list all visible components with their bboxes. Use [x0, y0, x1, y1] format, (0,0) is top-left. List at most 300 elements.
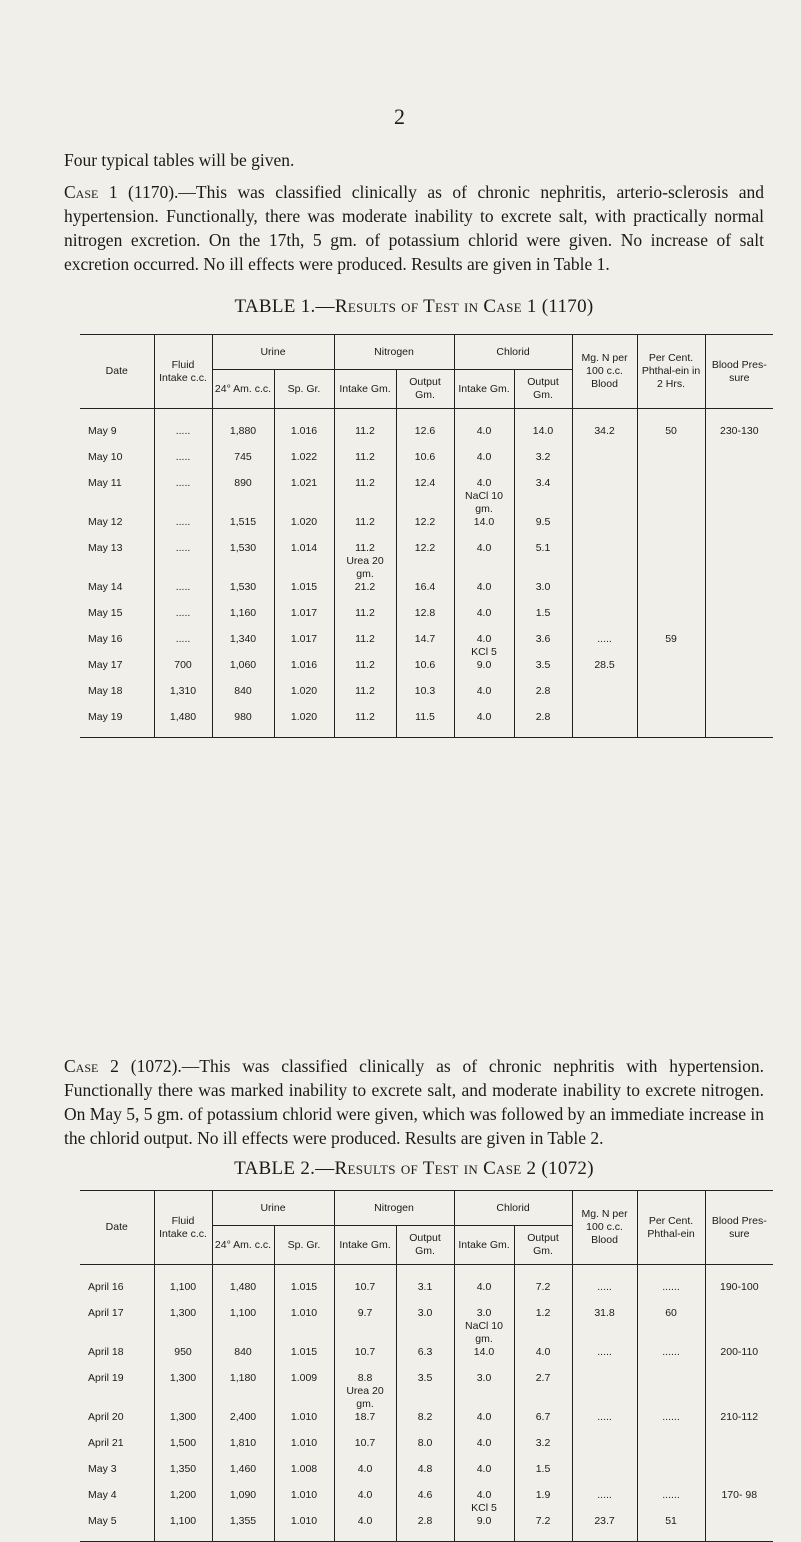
fluid-cell	[154, 1281, 212, 1307]
date-cell	[80, 581, 154, 607]
phthalein-cell	[637, 1437, 705, 1463]
cell-value: 1,300	[169, 1372, 197, 1384]
cell-value: 4.0	[476, 451, 492, 463]
cell-value: 4.0	[476, 1489, 492, 1501]
fluid-cell	[154, 1489, 212, 1515]
table-row	[80, 1489, 773, 1515]
date-cell	[80, 1489, 154, 1515]
phthalein-cell	[637, 1463, 705, 1489]
spacer-cell	[212, 1265, 274, 1282]
header-cl-intake: Intake Gm.	[454, 370, 514, 409]
cell-value: 3.0	[476, 1307, 492, 1319]
bp-cell	[705, 1281, 773, 1307]
cell-value: 2,400	[229, 1411, 257, 1423]
cell-value: 11.2	[355, 659, 375, 671]
n-intake-cell	[334, 451, 396, 477]
cell-value: 1.010	[290, 1515, 318, 1527]
mgn-cell	[572, 1346, 637, 1372]
cl-output-cell	[514, 1411, 572, 1437]
cell-value: ......	[662, 1489, 680, 1501]
cell-value: April 18	[88, 1346, 124, 1358]
header-n-output: Output Gm.	[396, 370, 454, 409]
header-urine-am: 24° Am. c.c.	[212, 370, 274, 409]
cell-value: 9.0	[476, 659, 492, 671]
cell-value: 1.020	[290, 516, 318, 528]
cell-value: ......	[662, 1411, 680, 1423]
cl-output-cell	[514, 425, 572, 451]
mgn-cell	[572, 542, 637, 581]
date-cell	[80, 659, 154, 685]
phthalein-cell	[637, 711, 705, 738]
date-cell	[80, 1281, 154, 1307]
table-row	[80, 607, 773, 633]
fluid-cell	[154, 1411, 212, 1437]
sp-gr-cell	[274, 542, 334, 581]
cell-value: 3.5	[535, 659, 551, 671]
cell-value: .....	[597, 1281, 612, 1293]
bp-cell	[705, 581, 773, 607]
cell-value: 1.010	[290, 1489, 318, 1501]
cell-value: .....	[175, 607, 191, 619]
date-cell	[80, 633, 154, 659]
n-output-cell	[396, 581, 454, 607]
urine-cell	[212, 425, 274, 451]
fluid-cell	[154, 1307, 212, 1346]
cell-value: 4.0	[476, 581, 492, 593]
bp-cell	[705, 659, 773, 685]
cl-intake-cell	[454, 477, 514, 516]
cell-value: May 4	[88, 1489, 117, 1501]
cell-value: 12.4	[414, 477, 436, 489]
cell-value: 14.7	[414, 633, 436, 645]
cell-value: May 13	[88, 542, 123, 554]
sp-gr-cell	[274, 477, 334, 516]
cell-value: April 20	[88, 1411, 124, 1423]
phthalein-cell	[637, 607, 705, 633]
cell-value: 1.010	[290, 1411, 318, 1423]
cl-output-cell	[514, 1307, 572, 1346]
cell-value: 1.021	[290, 477, 318, 489]
cell-value: 4.0	[535, 1346, 551, 1358]
case2-label: Case 2	[64, 1056, 119, 1076]
spacer-cell	[454, 1265, 514, 1282]
fluid-cell	[154, 1346, 212, 1372]
cell-value: 59	[665, 633, 677, 645]
n-intake-cell	[334, 477, 396, 516]
cell-value: 10.7	[354, 1281, 376, 1293]
mgn-cell	[572, 633, 637, 659]
date-cell	[80, 1411, 154, 1437]
sp-gr-cell	[274, 1307, 334, 1346]
cell-value: 18.7	[354, 1411, 376, 1423]
cell-value: 1,355	[229, 1515, 257, 1527]
phthalein-cell	[637, 581, 705, 607]
bp-cell	[705, 633, 773, 659]
fluid-cell	[154, 516, 212, 542]
cell-value: 12.2	[414, 542, 436, 554]
case2-text: (1072).—This was classified clinically as of chronic nephritis with hypertension. Functionally there was marked inability to excrete salt, and moderate inability to excrete nitrogen. On May 5, 5 gm. of potassium chlorid were given, which was followed by an immediate increase in the chlorid output. No ill effects were produced. Results are given in Table 2.	[64, 1056, 765, 1148]
mgn-cell	[572, 685, 637, 711]
cl-output-cell	[514, 477, 572, 516]
cell-value: 1,810	[229, 1437, 257, 1449]
cl-intake-cell	[454, 685, 514, 711]
cell-value: 1,300	[169, 1411, 197, 1423]
bp-cell	[705, 711, 773, 738]
cl-intake-cell	[454, 607, 514, 633]
cl-output-cell	[514, 1372, 572, 1411]
urine-cell	[212, 659, 274, 685]
cell-value: 4.0	[476, 1411, 492, 1423]
table-row	[80, 1515, 773, 1542]
phthalein-cell	[637, 1411, 705, 1437]
phthalein-cell	[637, 542, 705, 581]
n-intake-cell	[334, 542, 396, 581]
sp-gr-cell	[274, 1372, 334, 1411]
cl-intake-cell	[454, 1463, 514, 1489]
header-n-intake: Intake Gm.	[334, 370, 396, 409]
table-row	[80, 1463, 773, 1489]
date-cell	[80, 1307, 154, 1346]
cell-value: 1.017	[290, 607, 318, 619]
cl-output-cell	[514, 542, 572, 581]
n-intake-cell	[334, 1346, 396, 1372]
phthalein-cell	[637, 685, 705, 711]
cell-value: .....	[597, 1489, 612, 1501]
date-cell	[80, 1372, 154, 1411]
cl-intake-cell	[454, 1307, 514, 1346]
sp-gr-cell	[274, 1489, 334, 1515]
cell-value: 1,515	[229, 516, 257, 528]
spacer-cell	[154, 409, 212, 426]
header-fluid: Fluid Intake c.c.	[154, 1191, 212, 1265]
date-cell	[80, 477, 154, 516]
urine-cell	[212, 685, 274, 711]
fluid-cell	[154, 1372, 212, 1411]
cl-intake-cell	[454, 425, 514, 451]
n-output-cell	[396, 1307, 454, 1346]
cell-value: April 21	[88, 1437, 124, 1449]
n-intake-cell	[334, 711, 396, 738]
cell-value: 11.2	[355, 516, 375, 528]
cell-value: 1.015	[290, 581, 318, 593]
date-cell	[80, 1437, 154, 1463]
phthalein-cell	[637, 1307, 705, 1346]
n-output-cell	[396, 711, 454, 738]
cell-value: 4.0	[476, 542, 492, 554]
cell-value: 6.7	[535, 1411, 551, 1423]
phthalein-cell	[637, 425, 705, 451]
mgn-cell	[572, 1515, 637, 1542]
n-output-cell	[396, 1463, 454, 1489]
case2-paragraph	[64, 1054, 764, 1150]
cell-value: 1,100	[169, 1281, 197, 1293]
cell-value: .....	[175, 516, 191, 528]
n-intake-cell	[334, 1515, 396, 1542]
cell-value: 12.8	[414, 607, 436, 619]
mgn-cell	[572, 711, 637, 738]
intro-paragraph: Four typical tables will be given.	[64, 150, 295, 170]
cell-value: .....	[175, 542, 191, 554]
cell-value: 4.0	[476, 477, 492, 489]
header-nitrogen: Nitrogen	[334, 335, 454, 370]
cl-output-cell	[514, 581, 572, 607]
cell-value: 4.0	[357, 1515, 373, 1527]
n-intake-cell	[334, 1489, 396, 1515]
cell-value: 3.1	[417, 1281, 433, 1293]
n-output-cell	[396, 607, 454, 633]
cell-value: 14.0	[473, 1346, 495, 1358]
cell-value: 3.0	[417, 1307, 433, 1319]
table-spacer-row	[80, 409, 773, 426]
n-output-cell	[396, 633, 454, 659]
cell-value: 11.2	[355, 451, 375, 463]
header-phthalein: Per Cent. Phthal-ein in 2 Hrs.	[637, 335, 705, 409]
table2-title: TABLE 2.—Results of Test in Case 2 (1072)	[234, 1158, 594, 1179]
n-intake-cell	[334, 1437, 396, 1463]
mgn-cell	[572, 451, 637, 477]
cell-value: 1.016	[290, 425, 318, 437]
cell-value: 4.0	[476, 1463, 492, 1475]
chlorid-dose-note: KCl 5	[471, 1502, 497, 1514]
cl-intake-cell	[454, 1346, 514, 1372]
fluid-cell	[154, 711, 212, 738]
fluid-cell	[154, 659, 212, 685]
cell-value: 1,460	[229, 1463, 257, 1475]
table-row	[80, 1281, 773, 1307]
sp-gr-cell	[274, 1515, 334, 1542]
cell-value: .....	[597, 1411, 612, 1423]
urine-cell	[212, 451, 274, 477]
spacer-cell	[572, 1265, 637, 1282]
date-cell	[80, 1463, 154, 1489]
cl-intake-cell	[454, 1281, 514, 1307]
cell-value: 3.5	[417, 1372, 433, 1384]
urine-cell	[212, 711, 274, 738]
cell-value: 2.8	[535, 685, 551, 697]
sp-gr-cell	[274, 1281, 334, 1307]
cell-value: 840	[234, 685, 252, 697]
cl-output-cell	[514, 1346, 572, 1372]
cl-output-cell	[514, 1463, 572, 1489]
cell-value: April 17	[88, 1307, 124, 1319]
bp-cell	[705, 1372, 773, 1411]
spacer-cell	[637, 1265, 705, 1282]
spacer-cell	[572, 409, 637, 426]
urea-dose-note: Urea 20 gm.	[346, 555, 384, 580]
phthalein-cell	[637, 1515, 705, 1542]
urine-cell	[212, 542, 274, 581]
table-row	[80, 1437, 773, 1463]
cell-value: 1.9	[535, 1489, 551, 1501]
urine-cell	[212, 581, 274, 607]
cell-value: 11.2	[355, 685, 375, 697]
phthalein-cell	[637, 1489, 705, 1515]
cell-value: 1,340	[229, 633, 257, 645]
cell-value: 4.0	[476, 711, 492, 723]
cell-value: 8.8	[357, 1372, 373, 1384]
cell-value: 10.7	[354, 1437, 376, 1449]
cell-value: 11.2	[355, 542, 375, 554]
header-mgn: Mg. N per 100 c.c. Blood	[572, 1191, 637, 1265]
phthalein-cell	[637, 1346, 705, 1372]
cl-intake-cell	[454, 516, 514, 542]
fluid-cell	[154, 685, 212, 711]
cell-value: 6.3	[417, 1346, 433, 1358]
cell-value: 700	[174, 659, 192, 671]
date-cell	[80, 711, 154, 738]
mgn-cell	[572, 1437, 637, 1463]
sp-gr-cell	[274, 633, 334, 659]
bp-cell	[705, 1346, 773, 1372]
header-n-intake: Intake Gm.	[334, 1226, 396, 1265]
sp-gr-cell	[274, 581, 334, 607]
page-number: 2	[394, 104, 405, 129]
cell-value: 1,500	[169, 1437, 197, 1449]
fluid-cell	[154, 633, 212, 659]
urine-cell	[212, 1307, 274, 1346]
cell-value: 3.6	[535, 633, 551, 645]
cell-value: 1,480	[169, 711, 197, 723]
cell-value: 2.8	[417, 1515, 433, 1527]
cell-value: 1,090	[229, 1489, 257, 1501]
n-output-cell	[396, 1489, 454, 1515]
cl-output-cell	[514, 516, 572, 542]
n-intake-cell	[334, 1307, 396, 1346]
header-urine: Urine	[212, 335, 334, 370]
n-intake-cell	[334, 685, 396, 711]
urine-cell	[212, 607, 274, 633]
cell-value: May 5	[88, 1515, 117, 1527]
cell-value: 28.5	[594, 659, 615, 671]
header-urine: Urine	[212, 1191, 334, 1226]
sp-gr-cell	[274, 1437, 334, 1463]
cell-value: 170- 98	[721, 1489, 758, 1501]
table-row	[80, 581, 773, 607]
cell-value: 980	[234, 711, 252, 723]
cell-value: 51	[665, 1515, 677, 1527]
cell-value: 11.5	[415, 711, 435, 723]
n-output-cell	[396, 1515, 454, 1542]
cell-value: 1.5	[535, 1463, 551, 1475]
n-output-cell	[396, 516, 454, 542]
n-intake-cell	[334, 1372, 396, 1411]
urine-cell	[212, 1463, 274, 1489]
spacer-cell	[514, 409, 572, 426]
header-chlorid: Chlorid	[454, 1191, 572, 1226]
cell-value: 840	[234, 1346, 252, 1358]
cell-value: 5.1	[535, 542, 551, 554]
cell-value: 1,480	[229, 1281, 257, 1293]
urine-cell	[212, 1489, 274, 1515]
cell-value: 1,530	[229, 542, 257, 554]
fluid-cell	[154, 1463, 212, 1489]
case1-paragraph	[64, 180, 764, 276]
cell-value: 1,300	[169, 1307, 197, 1319]
mgn-cell	[572, 607, 637, 633]
cell-value: 3.0	[476, 1372, 492, 1384]
cl-intake-cell	[454, 1411, 514, 1437]
cell-value: May 9	[88, 425, 117, 437]
cell-value: 4.8	[417, 1463, 433, 1475]
spacer-cell	[334, 1265, 396, 1282]
mgn-cell	[572, 1411, 637, 1437]
bp-cell	[705, 516, 773, 542]
cell-value: 4.0	[476, 1437, 492, 1449]
date-cell	[80, 542, 154, 581]
n-output-cell	[396, 542, 454, 581]
mgn-cell	[572, 581, 637, 607]
sp-gr-cell	[274, 425, 334, 451]
mgn-cell	[572, 477, 637, 516]
case1-text: (1170).—This was classified clinically as of chronic nephritis, arterio-sclerosis and hypertension. Functionally, there was moderate inability to excrete salt, with practically normal nitrogen excretion. On the 17th, 5 gm. of potassium chlorid were given. No increase of salt excretion occurred. No ill effects were produced. Results are given in Table 1.	[64, 182, 765, 274]
spacer-cell	[274, 409, 334, 426]
cell-value: 1.016	[290, 659, 318, 671]
cl-intake-cell	[454, 659, 514, 685]
cell-value: May 19	[88, 711, 123, 723]
n-intake-cell	[334, 633, 396, 659]
header-blood-pressure: Blood Pres-sure	[705, 1191, 773, 1265]
cell-value: 8.0	[417, 1437, 433, 1449]
spacer-cell	[637, 409, 705, 426]
table-row	[80, 1372, 773, 1411]
cell-value: 1,530	[229, 581, 257, 593]
header-phthalein: Per Cent. Phthal-ein	[637, 1191, 705, 1265]
cell-value: 16.4	[414, 581, 436, 593]
phthalein-cell	[637, 516, 705, 542]
cell-value: 12.2	[414, 516, 436, 528]
cell-value: 9.5	[535, 516, 551, 528]
date-cell	[80, 607, 154, 633]
urea-dose-note: Urea 20 gm.	[346, 1385, 384, 1410]
header-cl-output: Output Gm.	[514, 1226, 572, 1265]
spacer-cell	[396, 1265, 454, 1282]
cell-value: 1.022	[290, 451, 318, 463]
cell-value: 1.020	[290, 711, 318, 723]
cell-value: 1.020	[290, 685, 318, 697]
cl-output-cell	[514, 1437, 572, 1463]
bp-cell	[705, 1515, 773, 1542]
table-row	[80, 425, 773, 451]
cell-value: 200-110	[720, 1346, 759, 1358]
table-row	[80, 542, 773, 581]
spacer-cell	[705, 1265, 773, 1282]
cell-value: 3.0	[535, 581, 551, 593]
header-urine-am: 24° Am. c.c.	[212, 1226, 274, 1265]
cell-value: 11.2	[355, 633, 375, 645]
date-cell	[80, 1515, 154, 1542]
date-cell	[80, 685, 154, 711]
cl-intake-cell	[454, 1372, 514, 1411]
cell-value: 4.0	[357, 1463, 373, 1475]
header-date: Date	[80, 1191, 154, 1265]
mgn-cell	[572, 1281, 637, 1307]
sp-gr-cell	[274, 607, 334, 633]
cell-value: 890	[234, 477, 252, 489]
date-cell	[80, 451, 154, 477]
fluid-cell	[154, 451, 212, 477]
cell-value: 1.015	[290, 1346, 318, 1358]
cell-value: 1,310	[169, 685, 197, 697]
cl-output-cell	[514, 659, 572, 685]
cell-value: May 15	[88, 607, 123, 619]
cell-value: 11.2	[355, 425, 375, 437]
cell-value: 34.2	[594, 425, 615, 437]
table1-title: TABLE 1.—Results of Test in Case 1 (1170)	[234, 296, 594, 317]
cell-value: 3.2	[535, 451, 551, 463]
cell-value: ......	[662, 1346, 680, 1358]
cell-value: 210-112	[720, 1411, 759, 1423]
cell-value: 1.008	[290, 1463, 318, 1475]
